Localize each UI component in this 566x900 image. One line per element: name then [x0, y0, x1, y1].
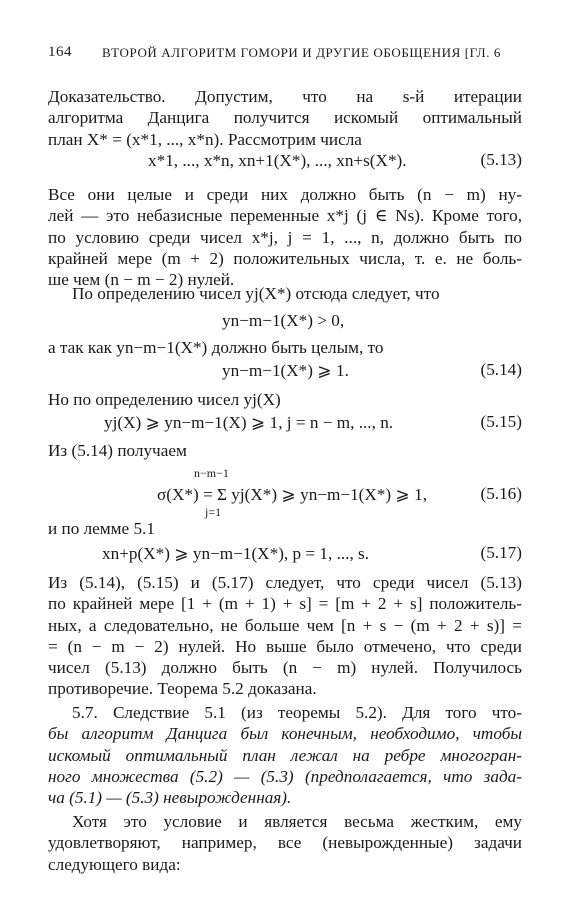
text-line: следующего вида: [48, 854, 181, 874]
paragraph-integer [48, 337, 522, 358]
sum-lower-limit: j=1 [205, 505, 222, 519]
text-line: удовлетворяют, например, все (невырожденные) задачи [48, 833, 522, 853]
text-line: 5.7. Следствие 5.1 (из теоремы 5.2). Для того что- [72, 703, 522, 722]
text-line: ча (5.1) — (5.3) невырожденная). [48, 788, 292, 808]
text-line: крайней мере (m + 2) положительных числа, т. е. не боль- [48, 248, 522, 268]
paragraph-zeros [48, 184, 522, 290]
paragraph-corollary [48, 702, 522, 808]
text-line: и по лемме 5.1 [48, 519, 155, 538]
equation-5-14: yn−m−1(X*) ⩾ 1. [222, 361, 349, 380]
text-line: искомый оптимальный план лежал на ребре многогран- [48, 745, 522, 765]
text-line: противоречие. Теорема 5.2 доказана. [48, 679, 317, 699]
text-line: по крайней мере [1 + (m + 1) + s] = [m + 2 + s] положитель- [48, 594, 522, 614]
paragraph-proof-intro [48, 86, 522, 150]
text-line: Хотя это условие и является весьма жестким, ему [72, 812, 522, 831]
paragraph-contradiction [48, 572, 522, 700]
equation-5-15: yj(X) ⩾ yn−m−1(X) ⩾ 1, j = n − m, ..., n. [104, 413, 394, 432]
sum-upper-limit: n−m−1 [194, 466, 229, 480]
paragraph-lemma [48, 518, 522, 539]
page-number: 164 [48, 44, 72, 60]
equation-5-16: σ(X*) = Σ yj(X*) ⩾ yn−m−1(X*) ⩾ 1, [157, 485, 427, 504]
equation-number-5-13: (5.13) [480, 150, 522, 169]
text-line: по условию среди чисел x*j, j = 1, ..., n, должно быть по [48, 227, 522, 247]
equation-5-13: x*1, ..., x*n, xn+1(X*), ..., xn+s(X*). [148, 151, 407, 170]
paragraph-from-5-14 [48, 440, 522, 461]
text-line: чисел (5.13) должно быть (n − m) нулей. Получилось [48, 658, 522, 678]
paragraph-example-intro [48, 811, 522, 875]
equation-number-5-14: (5.14) [480, 360, 522, 379]
equation-number-5-15: (5.15) [480, 412, 522, 431]
text-line: По определению чисел yj(X*) отсюда следует, что [72, 284, 440, 303]
paragraph-by-definition [48, 389, 522, 410]
text-line: = (n − m − 2) нулей. Но выше было отмечено, что среди [48, 636, 522, 656]
text-line: план X* = (x*1, ..., x*n). Рассмотрим числа [48, 129, 362, 149]
text-line: Из (5.14) получаем [48, 441, 187, 460]
text-line: ше чем (n − m − 2) нулей. [48, 270, 235, 290]
text-line: бы алгоритм Данцига был конечным, необходимо, чтобы [48, 724, 522, 744]
text-line: Доказательство. Допустим, что на s-й итерации [48, 87, 522, 106]
text-line: Все они целые и среди них должно быть (n − m) ну- [48, 185, 522, 204]
equation-number-5-17: (5.17) [480, 543, 522, 562]
equation-positive: yn−m−1(X*) > 0, [222, 311, 345, 330]
equation-5-17: xn+p(X*) ⩾ yn−m−1(X*), p = 1, ..., s. [102, 544, 370, 563]
text-line: лей — это небазисные переменные x*j (j ∈ Ns). Кроме того, [48, 206, 522, 226]
paragraph-definition [48, 283, 522, 304]
running-title: ВТОРОЙ АЛГОРИТМ ГОМОРИ И ДРУГИЕ ОБОБЩЕНИЯ [ГЛ. 6 [102, 45, 502, 60]
page-header [48, 44, 522, 64]
text-line: Но по определению чисел yj(X) [48, 390, 281, 409]
equation-number-5-16: (5.16) [480, 484, 522, 503]
text-line: ного множества (5.2) — (5.3) (предполагается, что зада- [48, 766, 522, 786]
text-line: алгоритма Данцига получится искомый оптимальный [48, 108, 522, 128]
text-line: а так как yn−m−1(X*) должно быть целым, то [48, 338, 384, 357]
text-line: ных, а следовательно, не больше чем [n + s − (m + 2 + s)] = [48, 615, 522, 635]
text-line: Из (5.14), (5.15) и (5.17) следует, что среди чисел (5.13) [48, 573, 522, 592]
